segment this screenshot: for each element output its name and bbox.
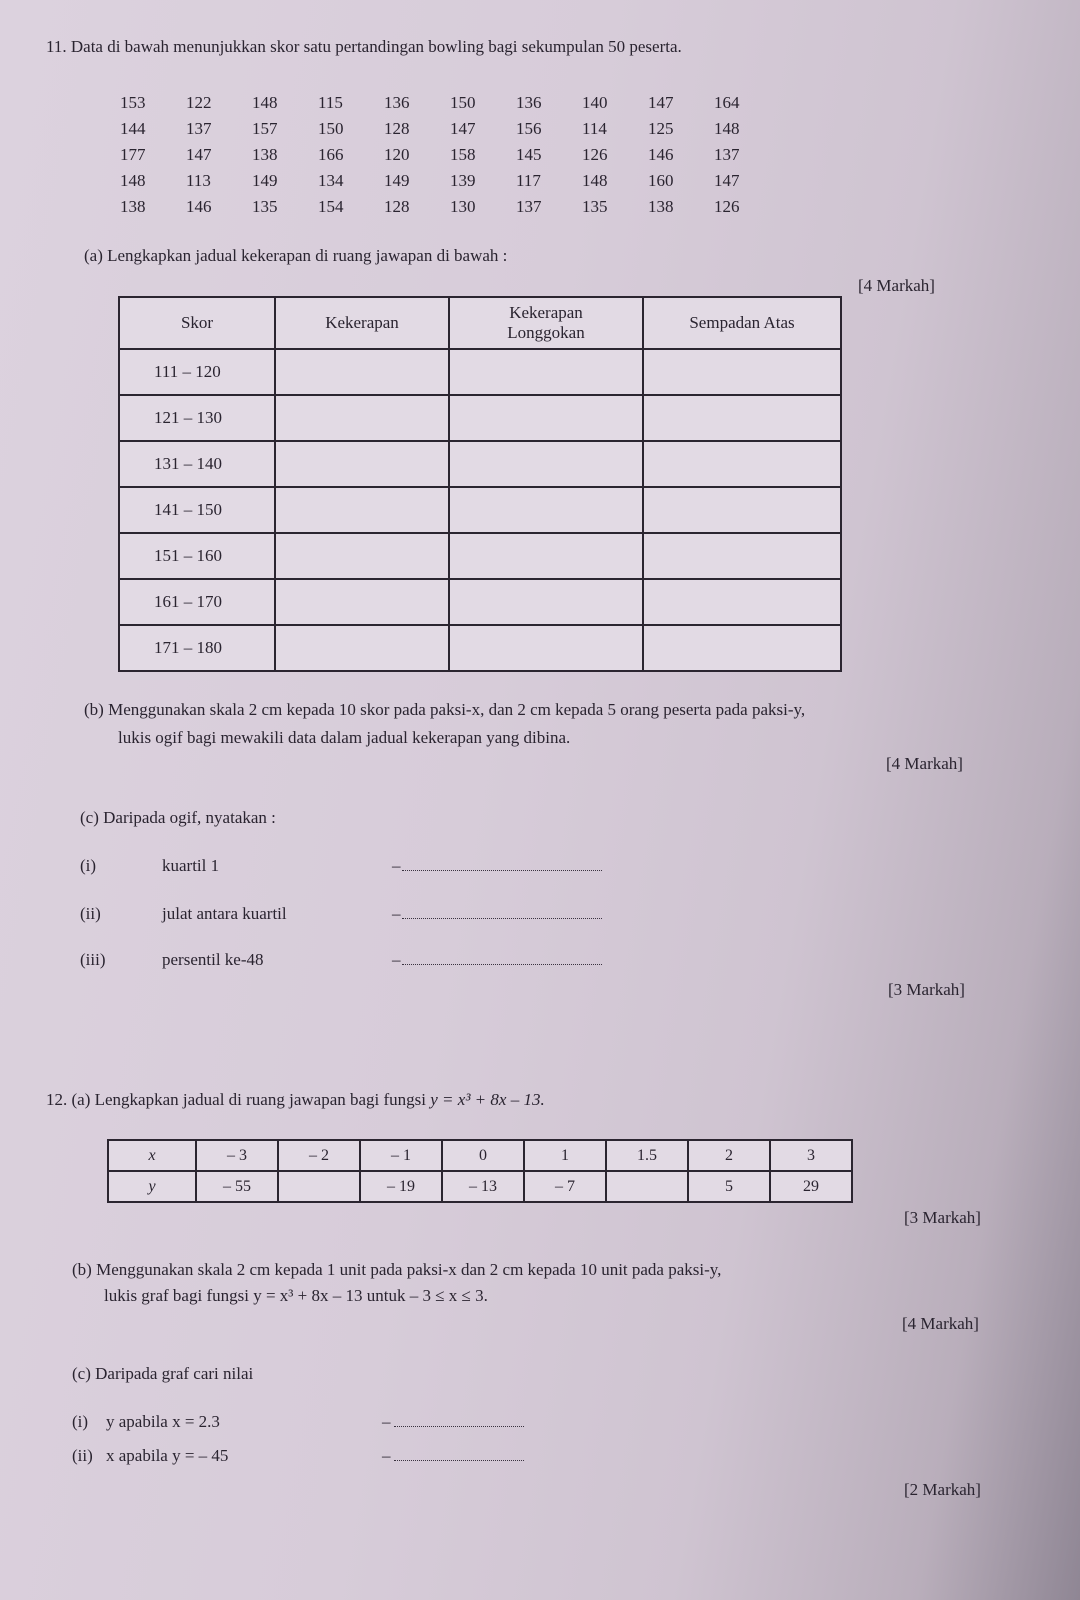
- x-value-cell: 2: [688, 1140, 770, 1171]
- item-separator: –: [392, 950, 401, 969]
- kekerapan-answer-cell[interactable]: [275, 533, 449, 579]
- q11-c-item: [80, 904, 602, 924]
- sempadan-answer-cell[interactable]: [643, 487, 841, 533]
- table-row: [119, 349, 841, 395]
- y-value-cell: 29: [770, 1171, 852, 1202]
- data-value: 117: [516, 171, 541, 190]
- data-row: [120, 194, 780, 220]
- q11-part-b-line1: (b) Menggunakan skala 2 cm kepada 10 skor pada paksi-x, dan 2 cm kepada 5 orang peserta pada paksi-y,: [84, 700, 806, 719]
- y-label-cell: y: [108, 1171, 196, 1202]
- item-separator: –: [382, 1412, 391, 1431]
- data-value: 148: [582, 171, 608, 190]
- skor-cell: 141 – 150: [119, 487, 275, 533]
- q12-part-b-marks: [4 Markah]: [902, 1314, 979, 1333]
- x-value-cell: – 3: [196, 1140, 278, 1171]
- sempadan-answer-cell[interactable]: [643, 349, 841, 395]
- data-value: 139: [450, 171, 476, 190]
- x-value-cell: – 2: [278, 1140, 360, 1171]
- sempadan-answer-cell[interactable]: [643, 441, 841, 487]
- x-label-cell: x: [108, 1140, 196, 1171]
- skor-cell: 151 – 160: [119, 533, 275, 579]
- table-header-row: [119, 297, 841, 349]
- q11-part-a-marks: [4 Markah]: [858, 276, 935, 295]
- q11-title: 11. Data di bawah menunjukkan skor satu pertandingan bowling bagi sekumpulan 50 peserta.: [46, 37, 682, 56]
- data-value: 148: [252, 93, 278, 112]
- sempadan-answer-cell[interactable]: [643, 579, 841, 625]
- data-value: 135: [582, 197, 608, 216]
- x-value-cell: 1: [524, 1140, 606, 1171]
- answer-blank[interactable]: [402, 904, 602, 919]
- data-value: 153: [120, 93, 146, 112]
- data-value: 128: [384, 119, 410, 138]
- data-value: 148: [714, 119, 740, 138]
- skor-cell: 131 – 140: [119, 441, 275, 487]
- data-value: 150: [318, 119, 344, 138]
- sempadan-answer-cell[interactable]: [643, 625, 841, 671]
- table-row: [119, 441, 841, 487]
- skor-cell: 121 – 130: [119, 395, 275, 441]
- longgokan-answer-cell[interactable]: [449, 395, 643, 441]
- data-value: 158: [450, 145, 476, 164]
- x-value-cell: 3: [770, 1140, 852, 1171]
- data-value: 156: [516, 119, 542, 138]
- data-row: [120, 116, 780, 142]
- data-value: 150: [450, 93, 476, 112]
- q12-function: y = x³ + 8x – 13.: [430, 1090, 545, 1109]
- table-row: [119, 533, 841, 579]
- q11-part-b-line2: lukis ogif bagi mewakili data dalam jadual kekerapan yang dibina.: [118, 728, 571, 747]
- y-answer-cell[interactable]: [278, 1171, 360, 1202]
- data-value: 154: [318, 197, 344, 216]
- kekerapan-answer-cell[interactable]: [275, 487, 449, 533]
- data-value: 138: [252, 145, 278, 164]
- data-value: 146: [648, 145, 674, 164]
- item-number: (iii): [80, 950, 106, 969]
- x-value-cell: 0: [442, 1140, 524, 1171]
- q11-c-item: [80, 856, 602, 876]
- data-value: 126: [582, 145, 608, 164]
- longgokan-answer-cell[interactable]: [449, 487, 643, 533]
- x-value-cell: – 1: [360, 1140, 442, 1171]
- data-value: 147: [450, 119, 476, 138]
- data-value: 126: [714, 197, 740, 216]
- q12-part-c: (c) Daripada graf cari nilai: [72, 1364, 254, 1383]
- data-value: 145: [516, 145, 542, 164]
- item-number: (ii): [80, 904, 101, 923]
- item-label: persentil ke-48: [162, 950, 264, 969]
- data-row: [120, 142, 780, 168]
- y-value-cell: 5: [688, 1171, 770, 1202]
- sempadan-answer-cell[interactable]: [643, 395, 841, 441]
- data-value: 149: [384, 171, 410, 190]
- data-value: 114: [582, 119, 607, 138]
- q11-part-a: (a) Lengkapkan jadual kekerapan di ruang jawapan di bawah :: [84, 246, 508, 265]
- data-value: 134: [318, 171, 344, 190]
- kekerapan-answer-cell[interactable]: [275, 395, 449, 441]
- data-value: 146: [186, 197, 212, 216]
- data-value: 144: [120, 119, 146, 138]
- sempadan-answer-cell[interactable]: [643, 533, 841, 579]
- table-row: [119, 395, 841, 441]
- y-value-cell: – 55: [196, 1171, 278, 1202]
- header-sempadan-atas: Sempadan Atas: [643, 297, 841, 349]
- item-separator: –: [382, 1446, 391, 1465]
- y-value-cell: – 13: [442, 1171, 524, 1202]
- data-value: 157: [252, 119, 278, 138]
- function-table: [107, 1139, 853, 1203]
- longgokan-answer-cell[interactable]: [449, 349, 643, 395]
- header-kekerapan-longgokan-line1: Kekerapan: [509, 303, 583, 322]
- data-value: 130: [450, 197, 476, 216]
- answer-blank[interactable]: [402, 856, 602, 871]
- y-row: [108, 1171, 852, 1202]
- item-label: julat antara kuartil: [162, 904, 287, 923]
- data-value: 177: [120, 145, 146, 164]
- header-kekerapan-longgokan-line2: Longgokan: [507, 323, 585, 342]
- q11-c-item: [80, 950, 602, 970]
- x-value-cell: 1.5: [606, 1140, 688, 1171]
- data-value: 166: [318, 145, 344, 164]
- data-value: 115: [318, 93, 343, 112]
- answer-blank[interactable]: [402, 950, 602, 965]
- y-value-cell: – 19: [360, 1171, 442, 1202]
- data-value: 148: [120, 171, 146, 190]
- answer-blank[interactable]: [394, 1412, 524, 1427]
- longgokan-answer-cell[interactable]: [449, 579, 643, 625]
- item-label: kuartil 1: [162, 856, 220, 875]
- item-label: y apabila x = 2.3: [106, 1412, 220, 1431]
- table-row: [119, 579, 841, 625]
- kekerapan-answer-cell[interactable]: [275, 625, 449, 671]
- data-value: 125: [648, 119, 674, 138]
- q12-title: [46, 1090, 545, 1110]
- q12-title-prefix: 12. (a) Lengkapkan jadual di ruang jawapan bagi fungsi: [46, 1090, 427, 1109]
- data-value: 160: [648, 171, 674, 190]
- q12-c-item: [72, 1412, 524, 1432]
- item-number: (ii): [72, 1446, 93, 1465]
- q12-part-b-line1: (b) Menggunakan skala 2 cm kepada 1 unit pada paksi-x dan 2 cm kepada 10 unit pada paksi-y,: [72, 1260, 722, 1279]
- answer-blank[interactable]: [394, 1446, 524, 1461]
- header-kekerapan-longgokan: [449, 297, 643, 349]
- kekerapan-answer-cell[interactable]: [275, 441, 449, 487]
- data-value: 136: [516, 93, 542, 112]
- data-value: 164: [714, 93, 740, 112]
- data-value: 149: [252, 171, 278, 190]
- data-value: 147: [186, 145, 212, 164]
- longgokan-answer-cell[interactable]: [449, 625, 643, 671]
- data-value: 137: [516, 197, 542, 216]
- q11-data-grid: [120, 90, 780, 220]
- x-row: [108, 1140, 852, 1171]
- q12-part-b-line2: lukis graf bagi fungsi y = x³ + 8x – 13 untuk – 3 ≤ x ≤ 3.: [104, 1286, 488, 1305]
- q12-part-a-marks: [3 Markah]: [904, 1208, 981, 1227]
- header-skor: Skor: [119, 297, 275, 349]
- data-value: 138: [120, 197, 146, 216]
- table-row: [119, 625, 841, 671]
- longgokan-answer-cell[interactable]: [449, 533, 643, 579]
- q12-c-item: [72, 1446, 524, 1466]
- data-value: 120: [384, 145, 410, 164]
- longgokan-answer-cell[interactable]: [449, 441, 643, 487]
- table-row: [119, 487, 841, 533]
- data-value: 147: [714, 171, 740, 190]
- item-number: (i): [80, 856, 97, 875]
- data-value: 147: [648, 93, 674, 112]
- item-separator: –: [392, 904, 401, 923]
- q12-part-c-marks: [2 Markah]: [904, 1480, 981, 1499]
- data-row: [120, 90, 780, 116]
- kekerapan-answer-cell[interactable]: [275, 349, 449, 395]
- y-answer-cell[interactable]: [606, 1171, 688, 1202]
- data-value: 140: [582, 93, 608, 112]
- kekerapan-answer-cell[interactable]: [275, 579, 449, 625]
- data-row: [120, 168, 780, 194]
- frequency-table: [118, 296, 842, 672]
- q11-part-b-marks: [4 Markah]: [886, 754, 963, 773]
- data-value: 122: [186, 93, 212, 112]
- y-value-cell: – 7: [524, 1171, 606, 1202]
- data-value: 137: [714, 145, 740, 164]
- data-value: 135: [252, 197, 278, 216]
- data-value: 137: [186, 119, 212, 138]
- data-value: 128: [384, 197, 410, 216]
- item-label: x apabila y = – 45: [106, 1446, 229, 1465]
- data-value: 138: [648, 197, 674, 216]
- skor-cell: 161 – 170: [119, 579, 275, 625]
- item-number: (i): [72, 1412, 89, 1431]
- q11-part-c-marks: [3 Markah]: [888, 980, 965, 999]
- header-kekerapan: Kekerapan: [275, 297, 449, 349]
- item-separator: –: [392, 856, 401, 875]
- data-value: 136: [384, 93, 410, 112]
- skor-cell: 171 – 180: [119, 625, 275, 671]
- data-value: 113: [186, 171, 211, 190]
- skor-cell: 111 – 120: [119, 349, 275, 395]
- q11-part-c: (c) Daripada ogif, nyatakan :: [80, 808, 276, 827]
